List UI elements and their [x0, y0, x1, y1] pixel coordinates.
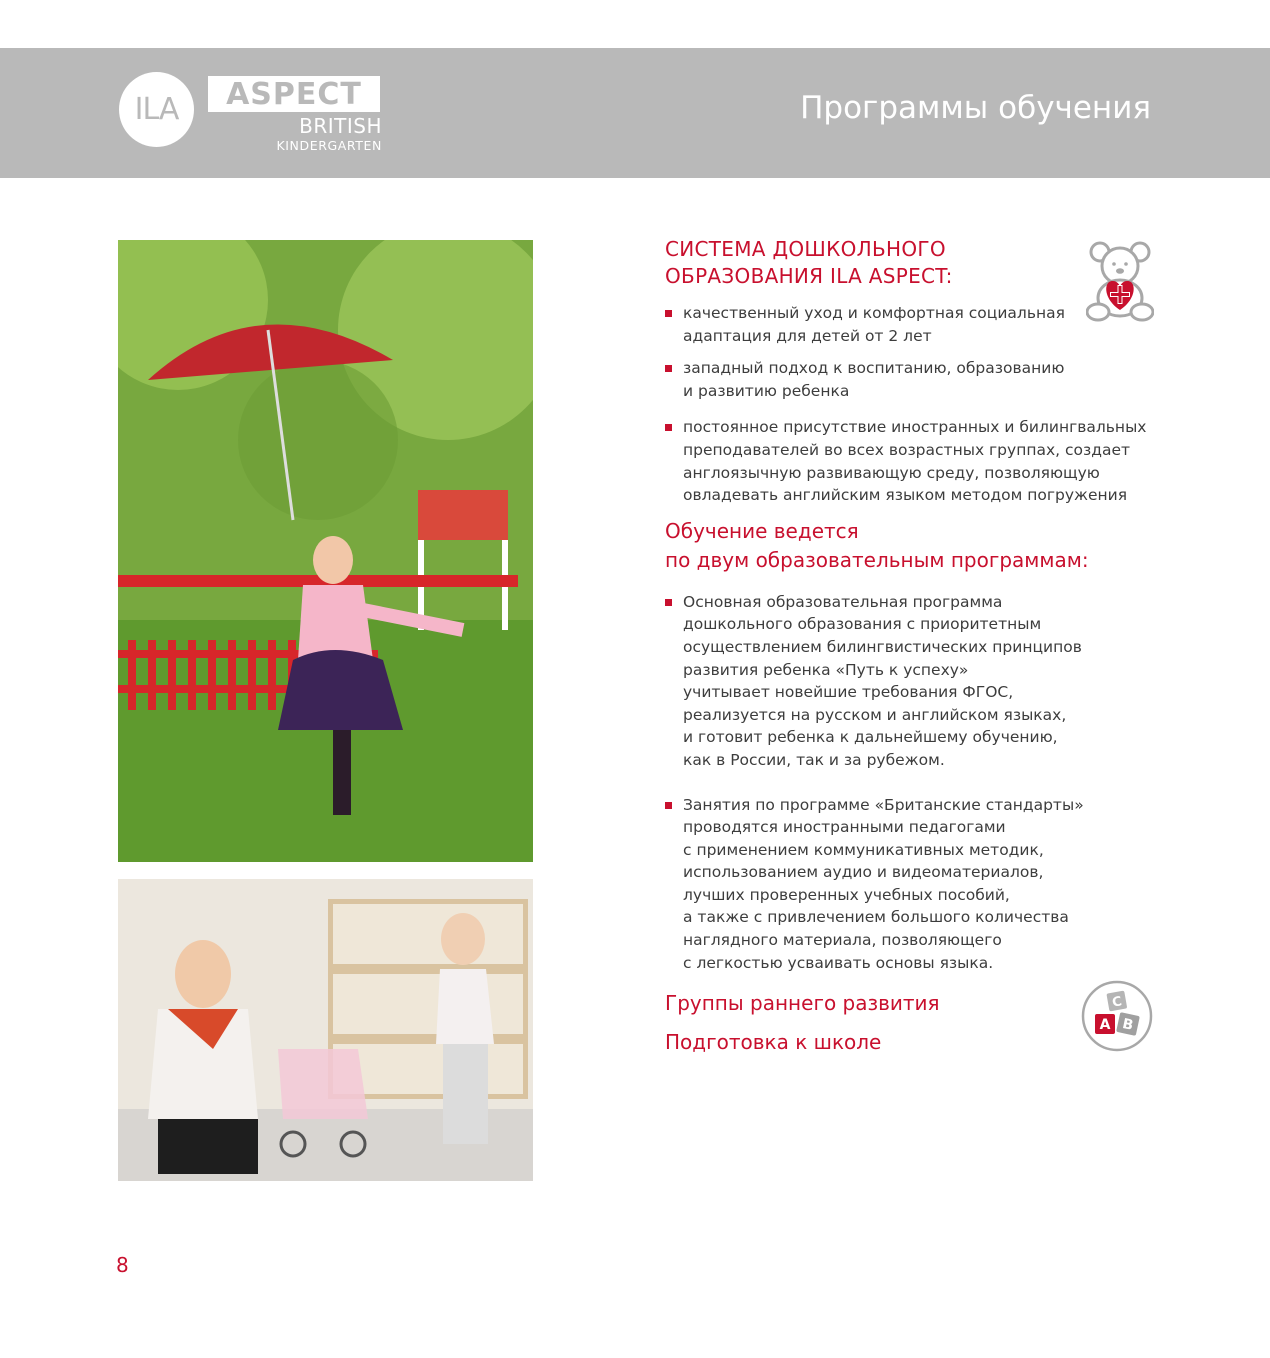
- brand-kindergarten: KINDERGARTEN: [276, 138, 382, 153]
- ila-logo: [119, 72, 194, 147]
- content-column: [665, 236, 1155, 1056]
- list-item: [665, 416, 1155, 506]
- list-item-line: постоянное присутствие иностранных и билингвальных: [683, 418, 1147, 437]
- list-item-line: лучших проверенных учебных пособий,: [683, 885, 1010, 904]
- page-number: 8: [116, 1253, 129, 1277]
- list-item-line: и развитию ребенка: [683, 381, 850, 400]
- section-heading-programs-line1: Обучение ведется: [665, 518, 859, 543]
- list-item-line: использованием аудио и видеоматериалов,: [683, 863, 1044, 882]
- link-early-development[interactable]: Группы раннего развития: [665, 991, 940, 1016]
- aspect-logo: [208, 76, 380, 112]
- list-item-line: Основная образовательная программа: [683, 592, 1003, 611]
- list-item-line: дошкольного образования с приоритетным: [683, 615, 1042, 634]
- system-features-list: [665, 302, 1155, 507]
- aspect-logo-text: ASPECT: [226, 76, 362, 112]
- section-heading-programs: [665, 517, 1155, 575]
- section-heading-system: [665, 236, 1155, 290]
- programs-list: [665, 591, 1155, 975]
- page-header: [0, 48, 1270, 178]
- photo-girl-with-umbrella: [118, 240, 533, 862]
- list-item-line: с применением коммуникативных методик,: [683, 840, 1044, 859]
- link-school-prep[interactable]: Подготовка к школе: [665, 1030, 882, 1055]
- list-item-line: наглядного материала, позволяющего: [683, 931, 1002, 950]
- list-item: [665, 591, 1155, 772]
- list-item-line: Занятия по программе «Британские стандарты»: [683, 795, 1084, 814]
- page-title: Программы обучения: [800, 90, 1151, 126]
- section-heading-system-line2: ОБРАЗОВАНИЯ ILA ASPECT:: [665, 264, 953, 288]
- list-item-line: англоязычную развивающую среду, позволяющую: [683, 463, 1100, 482]
- list-item: [665, 357, 1155, 402]
- abc-blocks-icon-svg: [1081, 980, 1153, 1052]
- section-heading-system-line1: СИСТЕМА ДОШКОЛЬНОГО: [665, 237, 946, 261]
- block-letter-c: C: [1111, 994, 1124, 1011]
- list-item-line: реализуется на русском и английском языках,: [683, 705, 1067, 724]
- list-item-line: развития ребенка «Путь к успеху»: [683, 660, 969, 679]
- list-item-line: с легкостью усваивать основы языка.: [683, 953, 994, 972]
- list-item: [665, 794, 1155, 975]
- photo-teacher-with-child: [118, 879, 533, 1181]
- block-letter-b: B: [1120, 1016, 1135, 1034]
- ila-logo-text: ILA: [134, 92, 179, 127]
- list-item-line: осуществлением билингвистических принципов: [683, 637, 1082, 656]
- brand-british: BRITISH: [299, 114, 382, 138]
- list-item-line: западный подход к воспитанию, образованию: [683, 359, 1065, 378]
- abc-blocks-icon: [1081, 980, 1153, 1052]
- list-item-line: проводятся иностранными педагогами: [683, 818, 1006, 837]
- list-item-line: овладевать английским языком методом погружения: [683, 486, 1128, 505]
- list-item-line: адаптация для детей от 2 лет: [683, 326, 932, 345]
- list-item-line: а также с привлечением большого количества: [683, 908, 1069, 927]
- photo-teacher-with-child-illustration: [118, 879, 533, 1181]
- block-letter-a: A: [1099, 1017, 1111, 1033]
- list-item-line: как в России, так и за рубежом.: [683, 750, 945, 769]
- list-item-line: учитывает новейшие требования ФГОС,: [683, 683, 1014, 702]
- section-heading-programs-line2: по двум образовательным программам:: [665, 547, 1089, 572]
- list-item-line: преподавателей во всех возрастных группах, создает: [683, 440, 1131, 459]
- list-item: [665, 302, 1155, 347]
- list-item-line: качественный уход и комфортная социальная: [683, 304, 1065, 322]
- photo-girl-with-umbrella-illustration: [118, 240, 533, 862]
- list-item-line: и готовит ребенка к дальнейшему обучению,: [683, 728, 1058, 747]
